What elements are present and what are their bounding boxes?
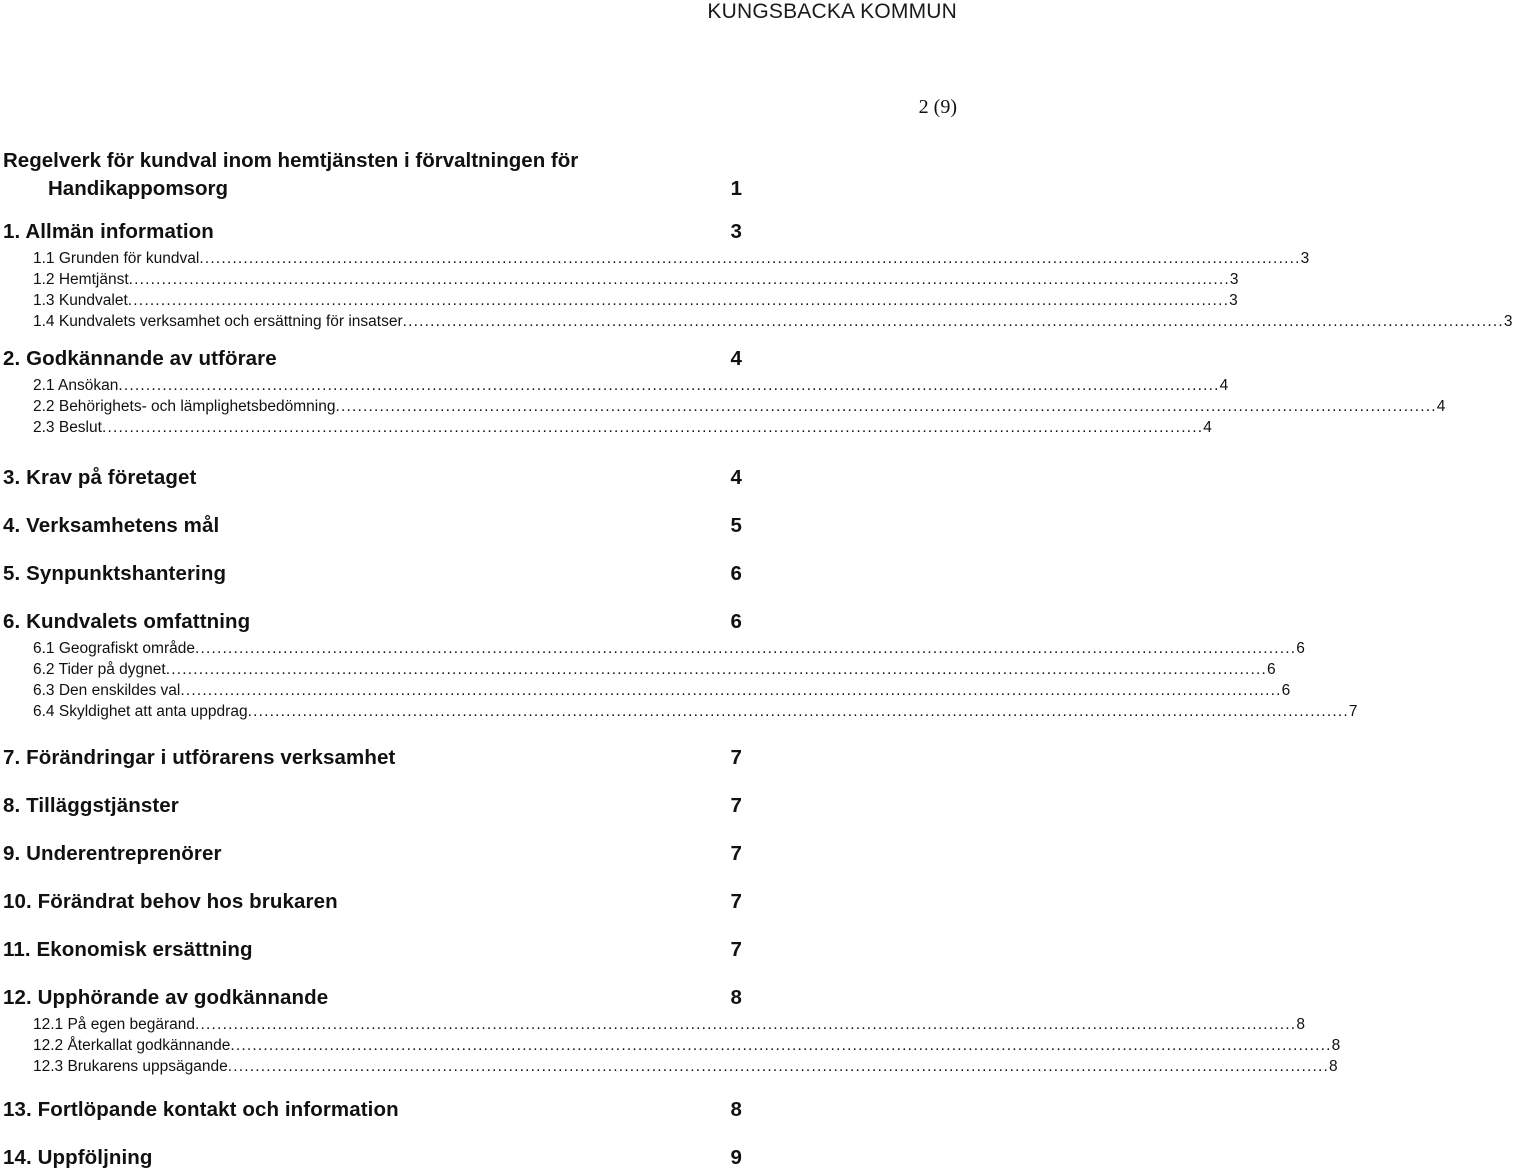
toc-subsection-entry[interactable] [33, 703, 1358, 721]
toc-entry-page: 7 [1348, 703, 1358, 720]
toc-entry-page: 7 [730, 842, 742, 865]
toc-entry-leader-dots: ........................................................................................................................................................................................................ [180, 682, 1282, 699]
toc-entry-page: 4 [730, 466, 742, 489]
toc-entry-leader-dots: ........................................................................................................................................................................................................ [128, 271, 1230, 288]
toc-entry-page: 4 [730, 347, 742, 370]
toc-section-entry[interactable] [3, 514, 742, 538]
toc-entry-label: 13. Fortlöpande kontakt och information [3, 1098, 399, 1121]
toc-entry-label: 8. Tilläggstjänster [3, 794, 179, 817]
toc-section-entry[interactable] [3, 466, 742, 490]
toc-entry-label: 5. Synpunktshantering [3, 562, 227, 585]
toc-section-entry[interactable] [3, 746, 742, 770]
toc-entry-leader-dots: ........................................................................................................................................................................................................ [402, 313, 1504, 330]
toc-entry-label: 1.1 Grunden för kundval [33, 250, 200, 267]
toc-entry-leader-dots: ........................................................................................................................................................................................................ [101, 419, 1204, 436]
toc-entry-label: 2.1 Ansökan [33, 377, 119, 394]
toc-entry-leader-dots: ........................................................................................................................................................................................................ [165, 661, 1267, 678]
toc-entry-page: 7 [730, 746, 742, 769]
toc-entry-page: 6 [730, 562, 742, 585]
org-header: KUNGSBACKA KOMMUN [707, 0, 957, 23]
toc-entry-page: 3 [1229, 292, 1238, 309]
toc-entry-label: 7. Förändringar i utförarens verksamhet [3, 746, 396, 769]
toc-entry-label: 12. Upphörande av godkännande [3, 986, 329, 1009]
toc-entry-page: 4 [1219, 377, 1229, 394]
toc-subsection-entry[interactable] [33, 419, 1212, 437]
toc-entry-page: 7 [730, 890, 742, 913]
toc-entry-page: 6 [1296, 640, 1305, 657]
toc-entry-label: 3. Krav på företaget [3, 466, 197, 489]
toc-entry-label: 2. Godkännande av utförare [3, 347, 277, 370]
toc-subsection-entry[interactable] [33, 1037, 1341, 1055]
toc-entry-label: 6.4 Skyldighet att anta uppdrag [33, 703, 248, 720]
toc-subsection-entry[interactable] [33, 377, 1229, 395]
toc-entry-page: 6 [730, 610, 742, 633]
toc-entry-label: 1.4 Kundvalets verksamhet och ersättning för insatser [33, 313, 403, 330]
toc-section-entry[interactable] [3, 610, 742, 634]
toc-subsection-entry[interactable] [33, 250, 1310, 268]
toc-entry-label: 12.3 Brukarens uppsägande [33, 1058, 228, 1075]
toc-entry-label: 6.1 Geografiskt område [33, 640, 195, 657]
toc-section-entry[interactable] [3, 842, 742, 866]
toc-section-entry[interactable] [3, 1098, 742, 1122]
toc-entry-leader-dots: ........................................................................................................................................................................................................ [335, 398, 1437, 415]
toc-entry-page: 3 [1503, 313, 1513, 330]
toc-entry-leader-dots: ........................................................................................................................................................................................................ [127, 292, 1230, 309]
toc-entry-label: 6.3 Den enskildes val [33, 682, 181, 699]
toc-entry-leader-dots: ........................................................................................................................................................................................................ [230, 1037, 1332, 1054]
toc-entry-label: 6. Kundvalets omfattning [3, 610, 251, 633]
toc-entry-label: 2.3 Beslut [33, 419, 102, 436]
document-title-page: 1 [730, 177, 742, 200]
document-title-line1: Regelverk för kundval inom hemtjänsten i förvaltningen för [3, 149, 579, 172]
toc-entry-page: 8 [730, 986, 742, 1009]
toc-entry-page: 3 [1229, 271, 1239, 288]
toc-entry-page: 3 [1300, 250, 1310, 267]
toc-entry-page: 8 [1296, 1016, 1305, 1033]
toc-entry-page: 8 [1331, 1037, 1341, 1054]
toc-subsection-entry[interactable] [33, 682, 1291, 700]
page-number: 2 (9) [918, 96, 957, 118]
toc-entry-page: 5 [730, 514, 742, 537]
toc-entry-page: 4 [1436, 398, 1446, 415]
toc-entry-label: 1. Allmän information [3, 220, 214, 243]
toc-section-entry[interactable] [3, 938, 742, 962]
toc-section-entry[interactable] [3, 562, 742, 586]
toc-entry-page: 8 [1329, 1058, 1338, 1075]
toc-entry-leader-dots: ........................................................................................................................................................................................................ [247, 703, 1349, 720]
toc-entry-page: 7 [730, 938, 742, 961]
toc-entry-leader-dots: ........................................................................................................................................................................................................ [118, 377, 1220, 394]
document-title-line2: Handikappomsorg [48, 177, 228, 200]
toc-entry-label: 9. Underentreprenörer [3, 842, 222, 865]
toc-subsection-entry[interactable] [33, 661, 1276, 679]
toc-entry-leader-dots: ........................................................................................................................................................................................................ [227, 1058, 1330, 1075]
toc-subsection-entry[interactable] [33, 292, 1238, 310]
toc-subsection-entry[interactable] [33, 271, 1239, 289]
toc-entry-label: 2.2 Behörighets- och lämplighetsbedömning [33, 398, 336, 415]
toc-entry-page: 9 [730, 1146, 742, 1169]
toc-section-entry[interactable] [3, 986, 742, 1010]
toc-section-entry[interactable] [3, 347, 742, 371]
toc-entry-page: 8 [730, 1098, 742, 1121]
toc-subsection-entry[interactable] [33, 398, 1446, 416]
toc-entry-label: 10. Förändrat behov hos brukaren [3, 890, 338, 913]
toc-section-entry[interactable] [3, 890, 742, 914]
toc-subsection-entry[interactable] [33, 640, 1305, 658]
toc-entry-label: 4. Verksamhetens mål [3, 514, 220, 537]
toc-entry-label: 1.2 Hemtjänst [33, 271, 129, 288]
toc-entry-page: 6 [1281, 682, 1291, 699]
toc-section-entry[interactable] [3, 220, 742, 244]
toc-entry-leader-dots: ........................................................................................................................................................................................................ [199, 250, 1301, 267]
toc-entry-page: 3 [730, 220, 742, 243]
toc-section-entry[interactable] [3, 794, 742, 818]
toc-entry-label: 12.1 På egen begärand [33, 1016, 196, 1033]
toc-entry-label: 6.2 Tider på dygnet [33, 661, 166, 678]
toc-entry-page: 4 [1203, 419, 1212, 436]
toc-section-entry[interactable] [3, 1146, 742, 1170]
toc-subsection-entry[interactable] [33, 313, 1513, 331]
toc-entry-leader-dots: ........................................................................................................................................................................................................ [195, 1016, 1297, 1033]
toc-entry-label: 12.2 Återkallat godkännande [33, 1037, 231, 1054]
toc-entry-label: 14. Uppföljning [3, 1146, 153, 1169]
toc-entry-page: 7 [730, 794, 742, 817]
toc-entry-page: 6 [1267, 661, 1276, 678]
toc-entry-leader-dots: ........................................................................................................................................................................................................ [194, 640, 1297, 657]
toc-entry-label: 1.3 Kundvalet [33, 292, 128, 309]
toc-subsection-entry[interactable] [33, 1058, 1338, 1076]
toc-entry-label: 11. Ekonomisk ersättning [3, 938, 253, 961]
toc-subsection-entry[interactable] [33, 1016, 1305, 1034]
